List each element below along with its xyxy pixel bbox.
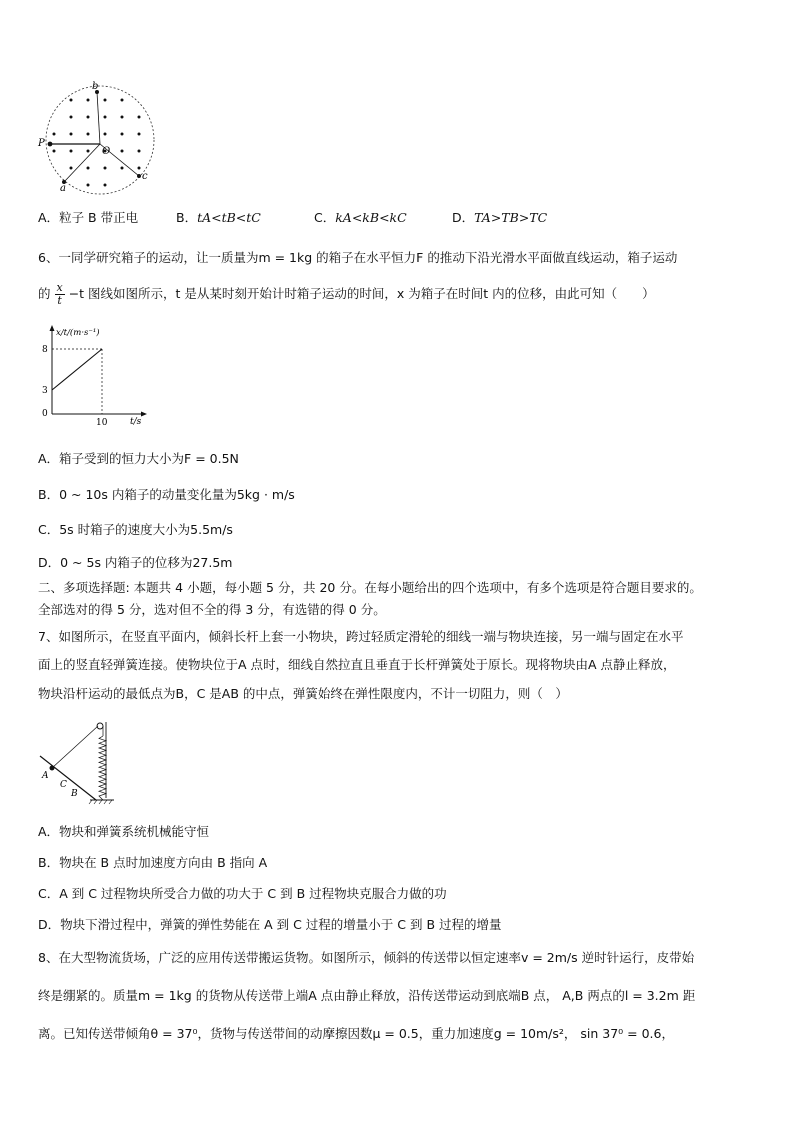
block	[50, 766, 55, 771]
label-A: A	[42, 771, 49, 781]
q6-option-d: D．0 ~ 5s 内箱子的位移为27.5m	[38, 555, 233, 570]
label-c: c	[142, 171, 148, 182]
field-dot	[104, 167, 107, 170]
field-dot	[87, 116, 90, 119]
q7-incline-spring-figure	[34, 720, 124, 806]
field-dot	[87, 184, 90, 187]
q6-tick-10: 10	[96, 418, 108, 428]
q7-option-d: D．物块下滑过程中，弹簧的弹性势能在 A 到 C 过程的增量小于 C 到 B 过程的增量	[38, 917, 502, 932]
q6-tick-0: 0	[42, 409, 48, 419]
label-b: b	[92, 81, 99, 92]
q5-option-d: D．TA>TB>TC	[452, 210, 548, 225]
q6-option-a: A．箱子受到的恒力大小为F = 0.5N	[38, 451, 239, 466]
q5-option-a: A．粒子 B 带正电	[38, 210, 139, 225]
q6-xt-graph	[34, 322, 154, 430]
field-dot	[121, 167, 124, 170]
label-C: C	[60, 780, 67, 790]
string	[52, 726, 98, 768]
particle-path-a	[64, 144, 100, 182]
field-dot	[138, 150, 141, 153]
q7-option-c: C．A 到 C 过程物块所受合力做的功大于 C 到 B 过程物块克服合力做的功	[38, 886, 447, 901]
field-dot	[87, 167, 90, 170]
field-dot	[53, 150, 56, 153]
section2-heading-line1: 二、多项选择题: 本题共 4 小题，每小题 5 分，共 20 分。在每小题给出的四个选项中，有多个选项是符合题目要求的。	[38, 580, 702, 595]
field-dot	[121, 116, 124, 119]
point-P	[48, 142, 53, 147]
q7-option-b: B．物块在 B 点时加速度方向由 B 指向 A	[38, 855, 268, 870]
field-dot	[104, 184, 107, 187]
field-dot	[104, 133, 107, 136]
field-dot	[121, 133, 124, 136]
field-dot	[87, 99, 90, 102]
field-dot	[70, 99, 73, 102]
q6-tick-8: 8	[42, 345, 48, 355]
q8-stem-line2: 终是绷紧的。质量m = 1kg 的货物从传送带上端A 点由静止释放，沿传送带运动到底端B 点， A,B 两点的l = 3.2m 距	[38, 988, 696, 1003]
label-P: P	[38, 138, 45, 149]
q7-stem-line2: 面上的竖直轻弹簧连接。使物块位于A 点时，细线自然拉直且垂直于长杆弹簧处于原长。现将物块由A 点静止释放，	[38, 657, 676, 672]
particle-path-b	[97, 92, 100, 144]
q7-option-a: A．物块和弹簧系统机械能守恒	[38, 824, 210, 839]
field-dot	[138, 116, 141, 119]
label-a: a	[60, 183, 66, 194]
q6-x-label: t/s	[130, 417, 142, 427]
section2-heading-line2: 全部选对的得 5 分，选对但不全的得 3 分，有选错的得 0 分。	[38, 602, 386, 617]
x-over-t-fraction: $\frac{x}{t}$	[56, 281, 63, 307]
q6-stem-line1: 6、一同学研究箱子的运动，让一质量为m = 1kg 的箱子在水平恒力F 的推动下沿光滑水平面做直线运动，箱子运动	[38, 250, 678, 265]
field-dot	[138, 133, 141, 136]
field-dot	[53, 133, 56, 136]
field-dot	[87, 133, 90, 136]
field-dot	[121, 99, 124, 102]
q6-stem-line2: 的 $\frac{x}{t}$ −t 图线如图所示，t 是从某时刻开始计时箱子运动的时间，x 为箱子在时间t 内的位移，由此可知（ ）	[38, 281, 655, 307]
magnetic-field-figure	[34, 78, 164, 196]
q5-option-b: B．tA<tB<tC	[176, 210, 261, 225]
spring	[99, 736, 106, 800]
field-dot	[70, 150, 73, 153]
field-dot	[87, 150, 90, 153]
label-O: O	[102, 146, 111, 157]
q8-stem-line3: 离。已知传送带倾角θ = 37⁰，货物与传送带间的动摩擦因数μ = 0.5，重力加速度g = 10m/s²， sin 37⁰ = 0.6，	[38, 1026, 674, 1041]
field-dot	[70, 133, 73, 136]
field-dot	[70, 167, 73, 170]
field-dots	[53, 99, 141, 187]
q6-option-b: B．0 ~ 10s 内箱子的动量变化量为5kg · m/s	[38, 487, 295, 502]
q6-graph-line	[52, 349, 102, 390]
q8-stem-line1: 8、在大型物流货场，广泛的应用传送带搬运货物。如图所示，倾斜的传送带以恒定速率v = 2m/s 逆时针运行，皮带始	[38, 950, 695, 965]
field-dot	[104, 99, 107, 102]
field-dot	[121, 150, 124, 153]
q6-tick-3: 3	[42, 386, 48, 396]
label-B: B	[71, 789, 78, 799]
q7-stem-line1: 7、如图所示，在竖直平面内，倾斜长杆上套一小物块，跨过轻质定滑轮的细线一端与物块连接，另一端与固定在水平	[38, 629, 684, 644]
q6-option-c: C．5s 时箱子的速度大小为5.5m/s	[38, 522, 233, 537]
q5-option-c: C．kA<kB<kC	[314, 210, 407, 225]
field-dot	[70, 116, 73, 119]
field-dot	[104, 116, 107, 119]
q6-y-label: x/t/(m·s⁻¹)	[56, 328, 100, 338]
point-c	[137, 174, 141, 178]
q7-stem-line3: 物块沿杆运动的最低点为B，C 是AB 的中点，弹簧始终在弹性限度内，不计一切阻力，则（ ）	[38, 686, 568, 701]
field-dot	[138, 167, 141, 170]
